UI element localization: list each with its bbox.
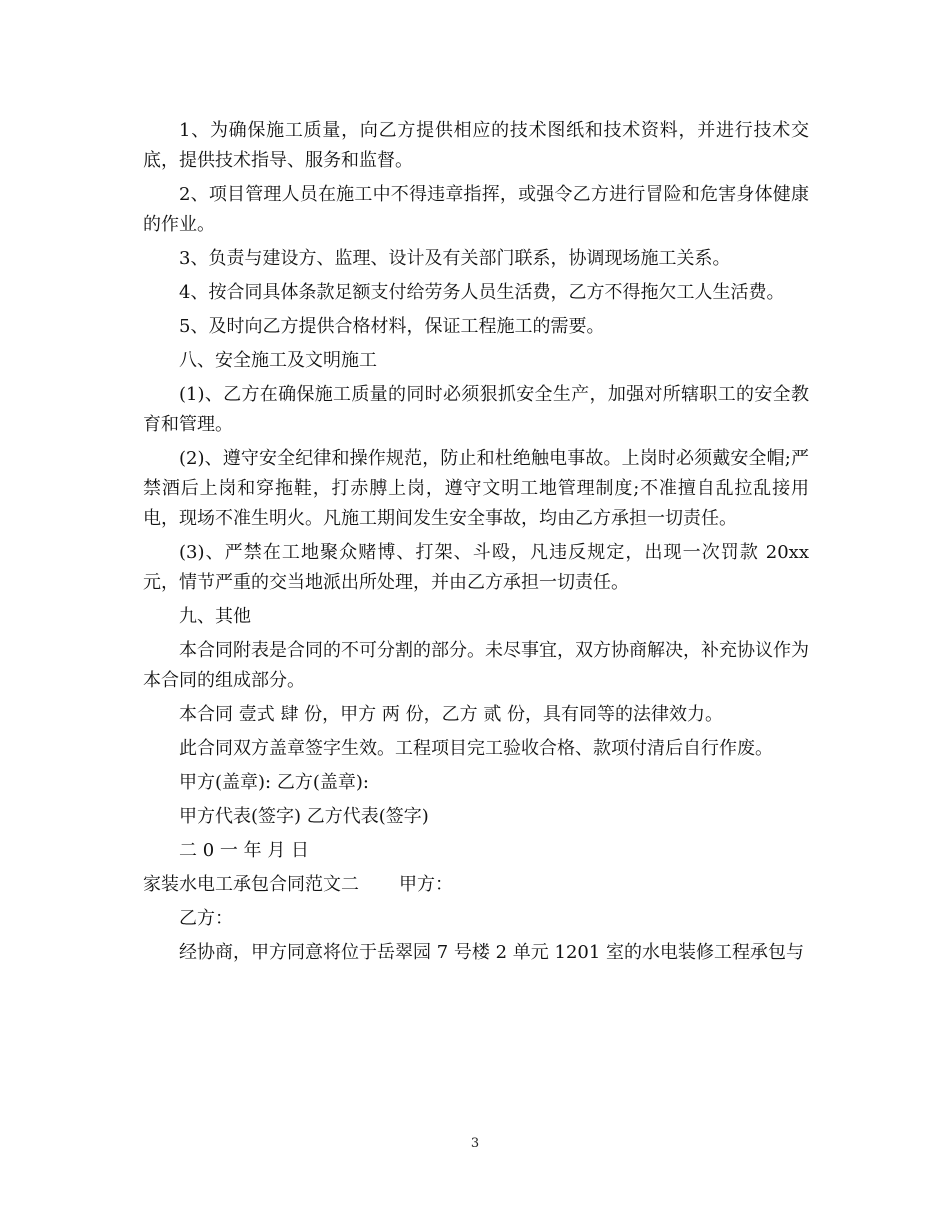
safety-clause-1: (1)、乙方在确保施工质量的同时必须狠抓安全生产，加强对所辖职工的安全教育和管理。	[143, 384, 809, 435]
other-clause-1: 本合同附表是合同的不可分割的部分。未尽事宜，双方协商解决，补充协议作为本合同的组成部分。	[143, 640, 809, 691]
signature-line: 甲方代表(签字) 乙方代表(签字)	[179, 806, 429, 827]
section-title: 家装水电工承包合同范文二	[143, 874, 359, 895]
clause-3: 3、负责与建设方、监理、设计及有关部门联系，协调现场施工关系。	[179, 248, 731, 269]
page-number: 3	[470, 1136, 480, 1151]
other-clause-3: 此合同双方盖章签字生效。工程项目完工验收合格、款项付清后自行作废。	[179, 738, 773, 759]
clause-4: 4、按合同具体条款足额支付给劳务人员生活费，乙方不得拖欠工人生活费。	[179, 282, 785, 303]
section-title-line	[143, 870, 809, 904]
agreement-paragraph: 经协商，甲方同意将位于岳翠园 7 号楼 2 单元 1201 室的水电装修工程承包与	[179, 942, 805, 963]
section-heading-9: 九、其他	[179, 606, 251, 627]
party-b-label: 乙方：	[179, 908, 233, 929]
seal-line: 甲方(盖章): 乙方(盖章):	[179, 772, 369, 793]
section-heading-8: 八、安全施工及文明施工	[179, 350, 377, 371]
clause-1: 1、为确保施工质量，向乙方提供相应的技术图纸和技术资料，并进行技术交底，提供技术指导、服务和监督。	[143, 120, 809, 171]
document-body	[143, 116, 809, 972]
party-a-label: 甲方：	[399, 874, 453, 895]
safety-clause-2: (2)、遵守安全纪律和操作规范，防止和杜绝触电事故。上岗时必须戴安全帽;严禁酒后上岗和穿拖鞋，打赤膊上岗，遵守文明工地管理制度;不准擅自乱拉乱接用电，现场不准生明火。凡施工期间发生安全事故，均由乙方承担一切责任。	[143, 448, 809, 529]
safety-clause-3: (3)、严禁在工地聚众赌博、打架、斗殴，凡违反规定，出现一次罚款 20xx 元，情节严重的交当地派出所处理，并由乙方承担一切责任。	[143, 542, 809, 593]
clause-5: 5、及时向乙方提供合格材料，保证工程施工的需要。	[179, 316, 605, 337]
other-clause-2: 本合同 壹式 肆 份，甲方 两 份，乙方 贰 份，具有同等的法律效力。	[179, 704, 724, 725]
date-line: 二 0 一 年 月 日	[179, 840, 310, 861]
clause-2: 2、项目管理人员在施工中不得违章指挥，或强令乙方进行冒险和危害身体健康的作业。	[143, 184, 809, 235]
